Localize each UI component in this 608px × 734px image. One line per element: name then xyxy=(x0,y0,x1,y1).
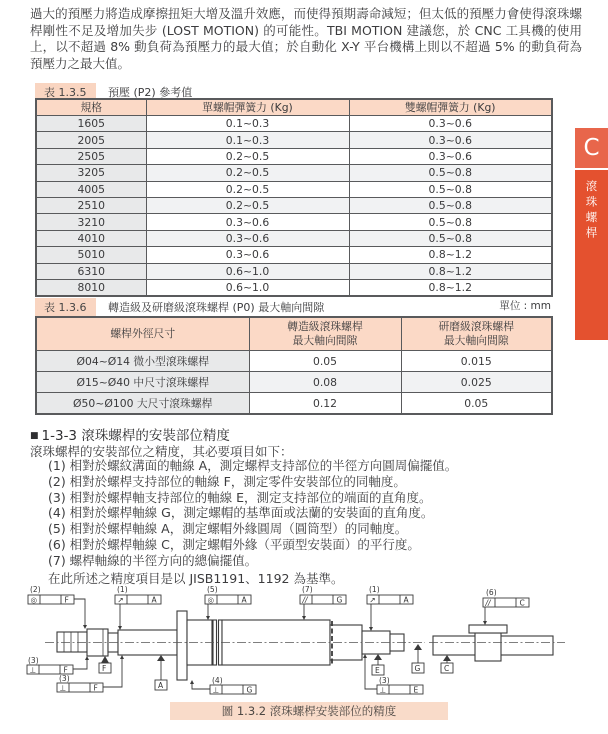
svg-text:A: A xyxy=(241,595,247,605)
table-row: Ø04~Ø14 微小型滾珠螺桿 0.05 0.015 xyxy=(36,351,552,372)
header-line1: 研磨級滾珠螺桿 xyxy=(438,320,515,333)
table-row: 3210 0.3~0.6 0.5~0.8 xyxy=(36,214,552,230)
table-row: 3205 0.2~0.5 0.5~0.8 xyxy=(36,165,552,181)
header-line1: 轉造級滾珠螺桿 xyxy=(287,320,363,333)
figure-caption: 圖 1.3.2 滾珠螺桿安裝部位的精度 xyxy=(170,702,448,720)
col-header-rolled xyxy=(249,317,401,351)
fcf-1-runout-A-left xyxy=(115,585,161,605)
table-row: 4005 0.2~0.5 0.5~0.8 xyxy=(36,181,552,197)
svg-text:(3): (3) xyxy=(28,656,39,665)
unit-note: 單位 : mm xyxy=(499,300,551,312)
col-header-spec: 規格 xyxy=(36,99,146,116)
fcf-1-runout-A-right xyxy=(367,585,413,605)
table-row: Ø15~Ø40 中尺寸滾珠螺桿 0.08 0.025 xyxy=(36,372,552,393)
list-item: (5) 相對於螺桿軸線 A，測定螺帽外緣圓周（圓筒型）的同軸度。 xyxy=(48,521,408,537)
svg-text:C: C xyxy=(444,664,450,673)
fcf-3-perp-F-2 xyxy=(57,674,103,693)
section-heading xyxy=(30,424,230,444)
chapter-title-vertical: 滾珠螺桿 xyxy=(584,180,599,242)
fcf-3-perp-E xyxy=(377,676,423,695)
fcf-3-perp-F-1 xyxy=(27,656,73,675)
svg-text:⊥: ⊥ xyxy=(379,685,387,695)
table-row: 8010 0.6~1.0 0.8~1.2 xyxy=(36,279,552,296)
fcf-6-parallel-C xyxy=(483,588,529,608)
svg-text:↗: ↗ xyxy=(117,595,124,605)
svg-text:(3): (3) xyxy=(59,674,70,683)
svg-text:(1): (1) xyxy=(369,585,380,594)
header-line2: 最大軸向間隙 xyxy=(443,334,509,347)
svg-text:⊥: ⊥ xyxy=(212,685,220,695)
svg-text:F: F xyxy=(102,664,107,673)
svg-text:C: C xyxy=(519,598,525,608)
svg-text:G: G xyxy=(336,595,343,605)
list-item: (2) 相對於螺桿支持部位的軸線 F，測定零件安裝部位的同軸度。 xyxy=(48,473,406,489)
list-item: (3) 相對於螺桿軸支持部位的軸線 E，測定支持部位的端面的直角度。 xyxy=(48,489,432,505)
svg-text:(7): (7) xyxy=(302,585,313,594)
svg-text:F: F xyxy=(93,683,98,693)
table2-title: 轉造級及研磨級滾珠螺桿 (P0) 最大軸向間隙 xyxy=(108,301,325,314)
preload-reference-table xyxy=(35,98,553,297)
list-item: (4) 相對於螺桿軸線 G，測定螺帽的基準面或法蘭的安裝面的直角度。 xyxy=(48,505,434,521)
table1-title: 預壓 (P2) 參考值 xyxy=(108,86,193,99)
svg-text:E: E xyxy=(375,666,380,675)
chapter-tab-body xyxy=(575,170,608,340)
datum-box-F xyxy=(99,663,111,673)
svg-text:↗: ↗ xyxy=(369,595,376,605)
svg-text:A: A xyxy=(158,681,164,690)
table-row: Ø50~Ø100 大尺寸滾珠螺桿 0.12 0.05 xyxy=(36,393,552,415)
section-lead: 滾珠螺桿的安裝部位之精度，其必要項目如下： xyxy=(30,444,293,459)
svg-text:◎: ◎ xyxy=(30,595,38,605)
col-header-single-nut: 單螺帽彈簧力 (Kg) xyxy=(146,99,349,116)
svg-text:G: G xyxy=(246,685,253,695)
datum-box-C xyxy=(441,663,453,673)
square-bullet-icon: ■ xyxy=(30,431,39,441)
table-row: 2510 0.2~0.5 0.5~0.8 xyxy=(36,197,552,213)
table2-label-badge: 表 1.3.6 xyxy=(35,298,96,317)
table-row: 5010 0.3~0.6 0.8~1.2 xyxy=(36,247,552,263)
section-heading-text: 1-3-3 滾珠螺桿的安裝部位精度 xyxy=(41,428,230,444)
table-header-row xyxy=(36,99,552,116)
table2-caption-row xyxy=(35,298,551,313)
svg-text://: // xyxy=(485,598,491,608)
svg-text:F: F xyxy=(63,665,68,675)
svg-text://: // xyxy=(302,595,308,605)
table-row: 6310 0.6~1.0 0.8~1.2 xyxy=(36,263,552,279)
svg-text:(4): (4) xyxy=(212,676,223,685)
datum-box-A xyxy=(155,680,167,690)
svg-text:A: A xyxy=(151,595,157,605)
svg-text:⊥: ⊥ xyxy=(59,683,67,693)
svg-text:⊥: ⊥ xyxy=(29,665,37,675)
datum-box-E xyxy=(372,665,384,675)
table-row: 1605 0.1~0.3 0.3~0.6 xyxy=(36,116,552,132)
table-row: 4010 0.3~0.6 0.5~0.8 xyxy=(36,230,552,246)
intro-paragraph: 過大的預壓力將造成摩擦扭矩大增及溫升效應，而使得預期壽命減短；但太低的預壓力會使得滾珠螺桿剛性不足及增加失步 (LOST MOTION) 的可能性。TBI MOTION 建議您，於 CNC 工具機的使用上，以不超過 8% 動負荷為預壓力的最大值；於自動化 X-Y 平台機構上則以不超過 5% 的動負荷為預壓力之最大值。 xyxy=(30,6,582,71)
col-header-ground xyxy=(401,317,552,351)
fcf-2-concentricity-F xyxy=(28,585,74,605)
list-item: (1) 相對於螺紋溝面的軸線 A，測定螺桿支持部位的半徑方向圓周偏擺值。 xyxy=(48,458,458,473)
precision-item-list xyxy=(48,458,457,569)
fcf-7-parallel-G xyxy=(300,585,346,605)
svg-text:(1): (1) xyxy=(117,585,128,594)
svg-text:◎: ◎ xyxy=(207,595,215,605)
chapter-letter: C xyxy=(575,128,608,168)
list-item: (7) 螺桿軸線的半徑方向的總偏擺值。 xyxy=(48,552,258,568)
axial-play-table xyxy=(35,316,553,415)
svg-text:G: G xyxy=(414,664,421,673)
col-header-screw-od: 螺桿外徑尺寸 xyxy=(36,317,249,351)
svg-text:(2): (2) xyxy=(30,585,41,594)
section-footnote: 在此所述之精度項目是以 JISB1191、1192 為基準。 xyxy=(48,571,344,586)
table1-label-badge: 表 1.3.5 xyxy=(35,83,96,102)
datum-box-G xyxy=(412,663,424,673)
ballscrew-mounting-drawing xyxy=(25,583,600,701)
svg-text:(5): (5) xyxy=(207,585,218,594)
table-row: 2505 0.2~0.5 0.3~0.6 xyxy=(36,148,552,164)
shaft-profile xyxy=(57,611,553,680)
svg-text:A: A xyxy=(403,595,409,605)
header-line2: 最大軸向間隙 xyxy=(292,334,358,347)
col-header-double-nut: 雙螺帽彈簧力 (Kg) xyxy=(349,99,552,116)
svg-text:(6): (6) xyxy=(486,588,497,597)
fcf-5-concentricity-A xyxy=(205,585,251,605)
chapter-tab xyxy=(575,128,608,340)
table-row: 2005 0.1~0.3 0.3~0.6 xyxy=(36,132,552,148)
table1-caption-row xyxy=(35,83,551,98)
list-item: (6) 相對於螺桿軸線 C，測定螺帽外緣（平頭型安裝面）的平行度。 xyxy=(48,536,420,552)
svg-text:(3): (3) xyxy=(379,676,390,685)
svg-text:E: E xyxy=(413,685,419,695)
svg-text:F: F xyxy=(64,595,69,605)
table-header-row xyxy=(36,317,552,351)
fcf-4-perp-G xyxy=(210,676,256,695)
